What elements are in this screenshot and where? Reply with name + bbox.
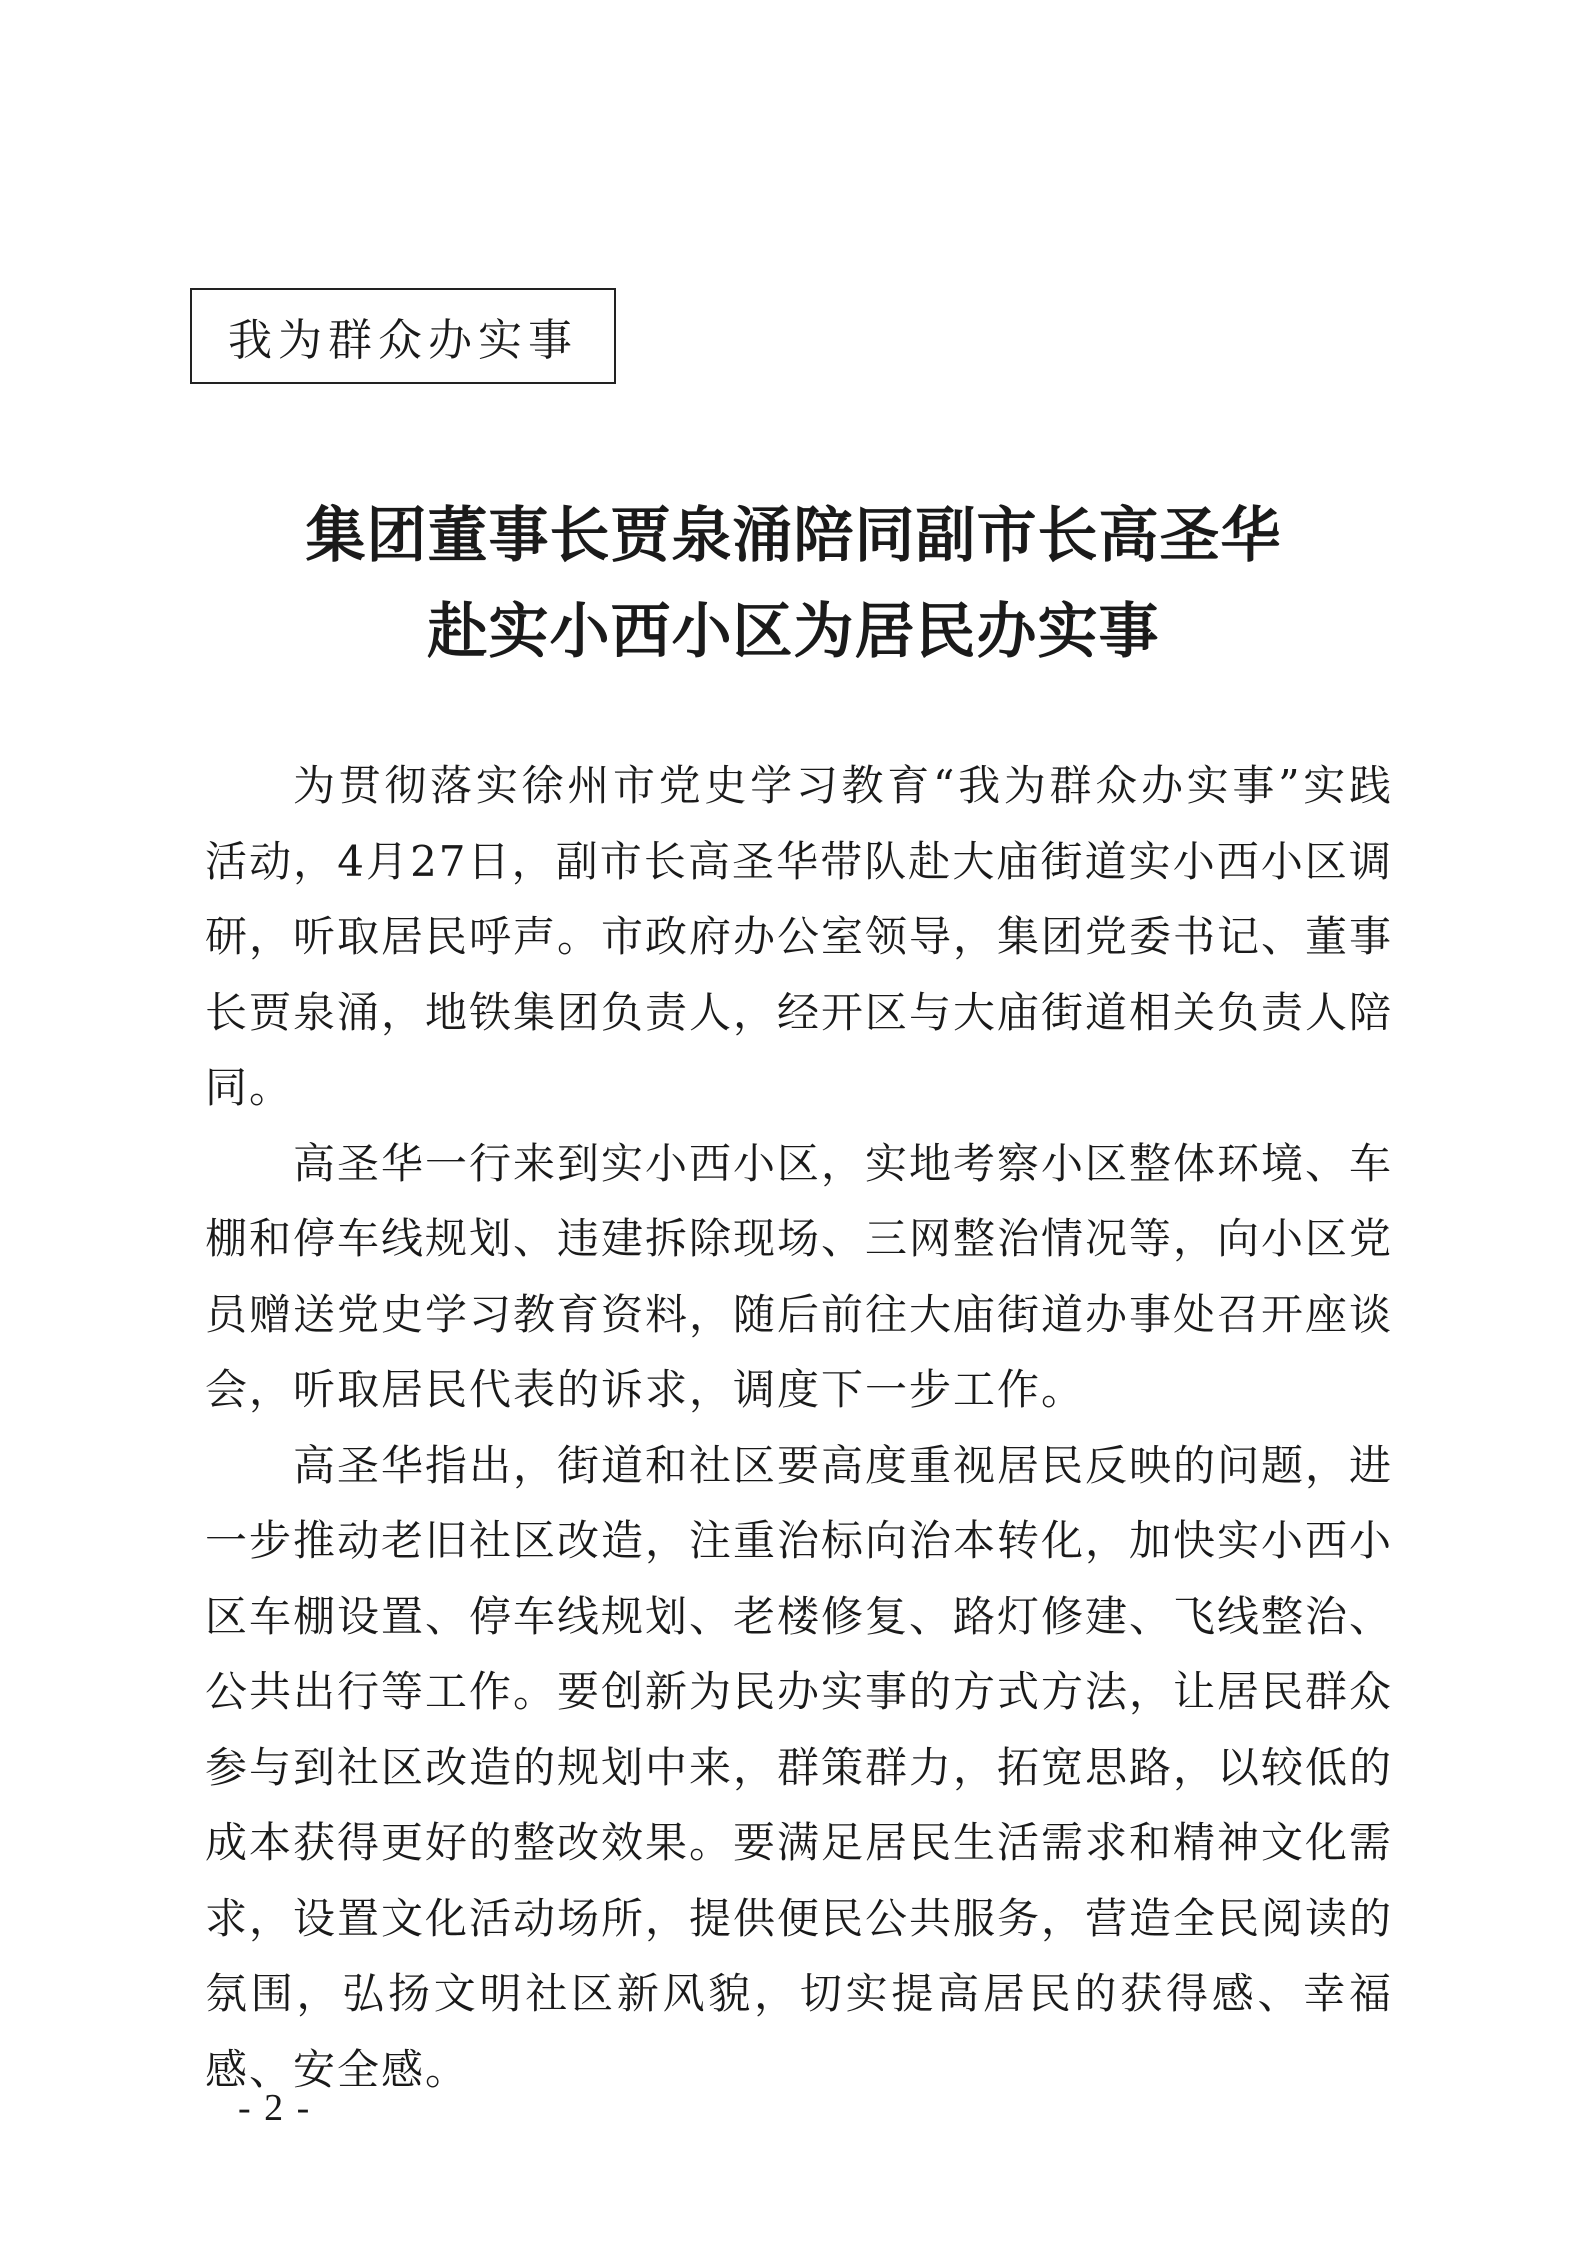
article-body <box>205 748 1393 2107</box>
title-line-1: 集团董事长贾泉涌陪同副市长高圣华 <box>305 501 1282 571</box>
page-number: - 2 - <box>238 2087 312 2129</box>
article-title <box>190 488 1397 680</box>
paragraph-1: 为贯彻落实徐州市党史学习教育“我为群众办实事”实践活动，4月27日，副市长高圣华带队赴大庙街道实小西小区调研，听取居民呼声。市政府办公室领导，集团党委书记、董事长贾泉涌，地铁集团负责人，经开区与大庙街道相关负责人陪同。 <box>205 761 1394 1112</box>
title-line-2: 赴实小西小区为居民办实事 <box>427 597 1160 667</box>
paragraph-3: 高圣华指出，街道和社区要高度重视居民反映的问题，进一步推动老旧社区改造，注重治标向治本转化，加快实小西小区车棚设置、停车线规划、老楼修复、路灯修建、飞线整治、公共出行等工作。要创新为民办实事的方式方法，让居民群众参与到社区改造的规划中来，群策群力，拓宽思路，以较低的成本获得更好的整改效果。要满足居民生活需求和精神文化需求，设置文化活动场所，提供便民公共服务，营造全民阅读的氛围，弘扬文明社区新风貌，切实提高居民的获得感、幸福感、安全感。 <box>205 1440 1394 2094</box>
paragraph-2: 高圣华一行来到实小西小区，实地考察小区整体环境、车棚和停车线规划、违建拆除现场、三网整治情况等，向小区党员赠送党史学习教育资料，随后前往大庙街道办事处召开座谈会，听取居民代表的诉求，调度下一步工作。 <box>205 1138 1394 1414</box>
column-tag: 我为群众办实事 <box>190 288 616 384</box>
